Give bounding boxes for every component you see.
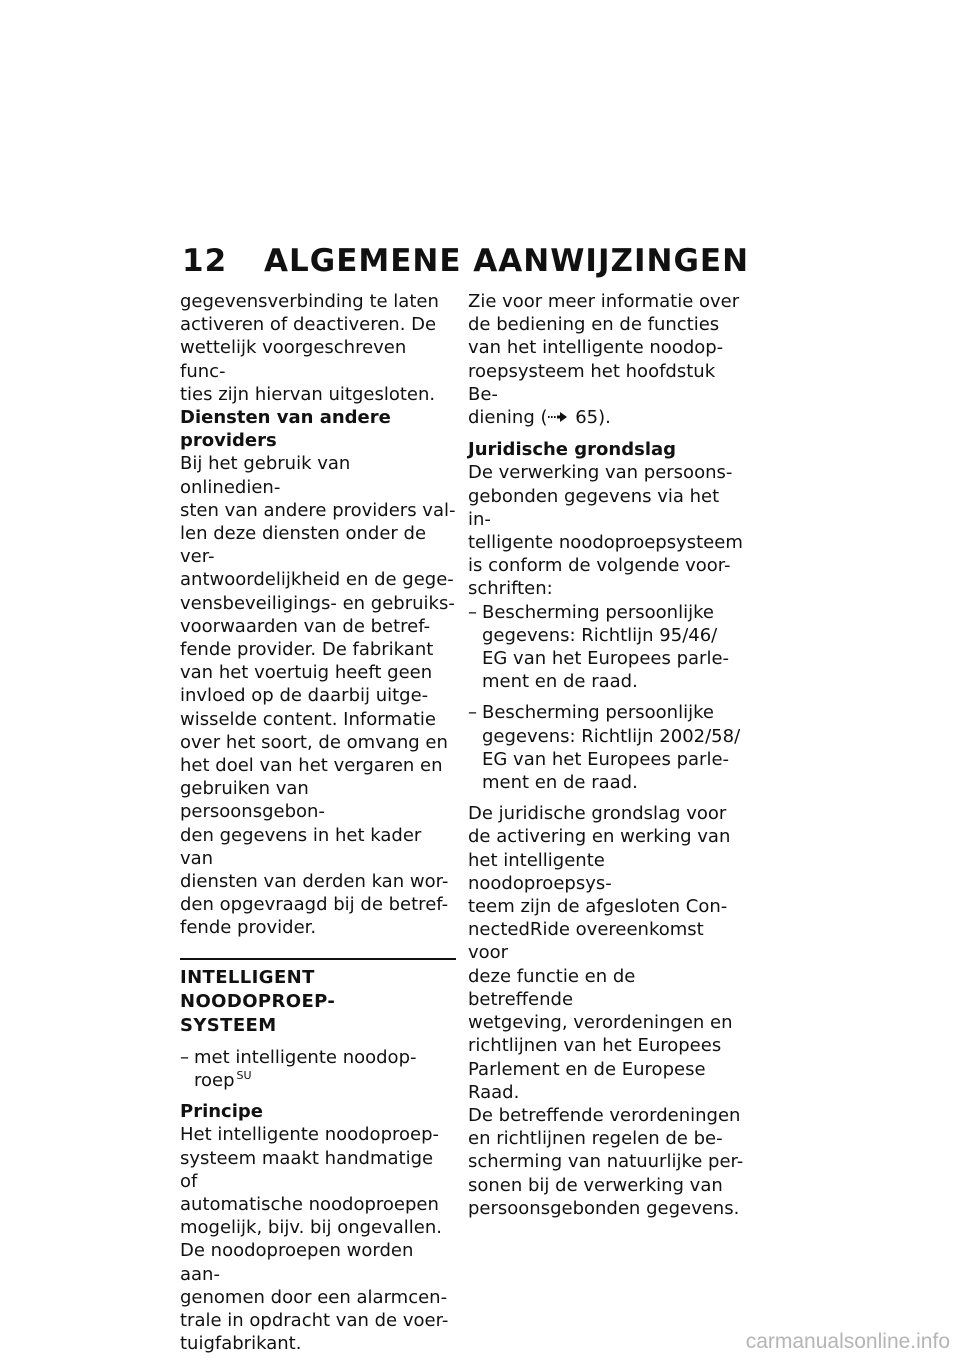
list-item: – met intelligente noodop- roep $^{SU}$ <box>180 1046 417 1091</box>
list-item: – Bescherming persoonlijke gegevens: Richtlijn 95/46/ EG van het Europees parle- ment en de raad. <box>468 601 730 693</box>
bullet-dash: – <box>468 601 477 623</box>
section-divider <box>180 958 456 1038</box>
principe-paragraph: Het intelligente noodoproep- systeem maakt handmatige of automatische noodoproepen mogelijk, bijv. bij ongevallen. De noodoproepen worden aan- genomen door een alarmcen- trale in opdracht van de voer- tuigfabrikant. <box>180 1124 449 1355</box>
providers-paragraph: Bij het gebruik van onlinedien- sten van andere providers val- len deze diensten onder de ver- antwoordelijkheid en de gege- vensbeveiligings- en gebruiks- voorwaarden van de betref- fende provider. De fabrikant van het voertuig heeft geen invloed op de daarbij uitge- wisselde content. Informatie over het soort, de omvang en het doel van het vergaren en gebruiken van persoonsgebon- den gegevens in het kader van diensten van derden kan wor- den opgevraagd bij de betref- fende provider. <box>180 453 456 939</box>
section-title: INTELLIGENT NOODOPROEP- SYSTEEM <box>180 966 336 1036</box>
intro-paragraph: gegevensverbinding te laten activeren of deactiveren. De wettelijk voorgeschreven func- ties zijn hiervan uitgesloten. <box>180 291 439 405</box>
juridisch-paragraph: De verwerking van persoons- gebonden gegevens via het in- telligente noodoproepsysteem is conform de volgende voor- schriften: <box>468 462 743 600</box>
bullet-dash: – <box>180 1046 189 1068</box>
page-reference-arrow-icon <box>548 407 570 430</box>
bullet-dash: – <box>468 702 477 724</box>
page-header <box>182 238 782 284</box>
chapter-title: ALGEMENE AANWIJZINGEN <box>264 243 750 279</box>
principe-heading: Principe <box>180 1101 263 1123</box>
list-item: – Bescherming persoonlijke gegevens: Richtlijn 2002/58/ EG van het Europees parle- ment en de raad. <box>468 702 741 794</box>
verordeningen-paragraph: De betreffende verordeningen en richtlijnen regelen de be- scherming van natuurlijke per- sonen bij de verwerking van persoonsgebonden gegevens. <box>468 1104 744 1219</box>
watermark: carmanualsonline.info <box>745 1330 950 1353</box>
left-column <box>180 290 456 1355</box>
info-paragraph: Zie voor meer informatie over de bediening en de functies van het intelligente noodop- roepsysteem het hoofdstuk Be- diening ( 65). <box>468 290 744 430</box>
providers-heading: Diensten van andere providers <box>180 407 391 452</box>
right-column <box>468 290 744 1220</box>
grondslag-paragraph: De juridische grondslag voor de activering en werking van het intelligente noodoproepsys- teem zijn de afgesloten Con- nectedRide overeenkomst voor deze functie en de betreffende wetgeving, verordeningen en richtlijnen van het Europees Parlement en de Europese Raad. <box>468 803 733 1103</box>
page-number: 12 <box>182 243 228 279</box>
option-code: SU <box>236 1068 252 1082</box>
juridisch-heading: Juridische grondslag <box>468 439 677 461</box>
